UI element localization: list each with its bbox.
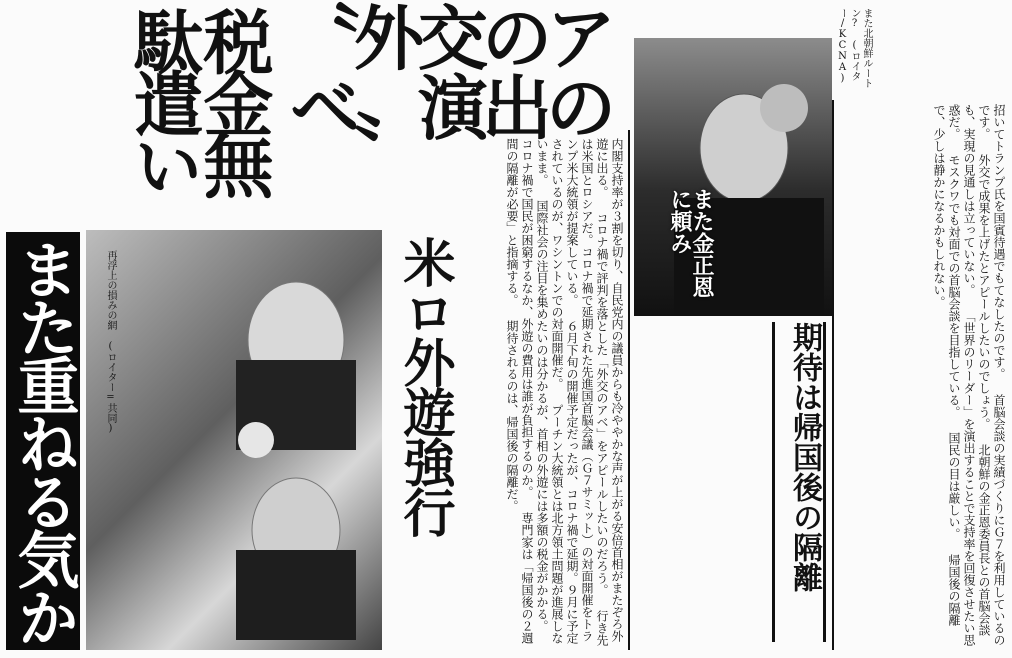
body-column: 内閣支持率が３割を切り、自民党内の議員からも冷ややかな声が上がる安倍首相がまたぞろ外遊に出る。 [595,138,624,642]
photo2-overlay: また金正恩に頼み [667,188,714,298]
photo2-caption: また北朝鮮ルートン? (ロイター/KCNA) [837,8,872,88]
handshake-photo-illustration [86,230,382,650]
body-column: 行き先は米国とロシアだ。コロナ禍で延期された先進国首脳会議（Ｇ７サミット）の対面開催をトランプ米大統領が提案している。 [565,138,609,646]
column-divider [832,100,834,650]
column-divider [628,130,630,650]
right-column: 「世界のリーダー」を演出することで支持率を回復させたい思惑だ。 [947,104,976,646]
body-text-block [452,138,624,648]
main-headline-top: 税金無駄遣い [122,6,274,192]
handshake-photo [86,230,382,650]
body-column: 期待されるのは、帰国後の隔離だ。 [505,320,519,512]
right-column: 国民の目は厳しい。 [947,432,961,540]
body-column: コロナ禍で国民が困窮するなか、外遊の費用は誰が負担するのか。 [520,138,534,498]
right-column: 北朝鮮の金正恩委員長との首脳会談も、実現の見通しは立っていない。 [962,104,991,636]
photo1-caption: 再浮上の損みの網 (ロイター=共同) [105,250,116,434]
body-column: プーチン大統領とは北方領土問題が進展しないまま。 [535,138,564,644]
right-column: 帰国後の隔離で、少しは静かになるかもしれない。 [932,104,961,626]
subhead: 期待は帰国後の隔離 [772,322,826,642]
body-column: 国際社会の注目を集めたいのは分かるが、首相の外遊には多額の税金がかかる。 [535,200,549,632]
right-column: 招いてトランプ氏を国賓待遇でもてなしたのです。 [992,104,1006,380]
body-column: コロナ禍で評判を落とした「外交のアベ」をアピールしたいのだろう。 [595,212,609,596]
right-column: 外交で成果を上げたとアピールしたいのでしょう。 [977,154,991,430]
side-headline: また重ねる気か [6,232,80,650]
body-column: 専門家は「帰国後の２週間の隔離が必要」と指摘する。 [505,138,534,644]
portrait-photo [634,38,832,316]
kicker-headline: 米ロ外遊強行 [394,236,454,536]
body-column: ６月下旬の開催予定だったが、コロナ禍で延期。９月に予定されているのが、ワシントンでの対面開催だ。 [550,138,579,644]
right-column: 首脳会談の実績づくりにＧ７を利用しているのです。 [977,104,1006,646]
right-text-block [838,104,1006,648]
main-headline: 〝外交のアベ〟演出の [290,0,610,150]
right-column: モスクワでも対面での首脳会談を目指している。 [947,154,961,418]
